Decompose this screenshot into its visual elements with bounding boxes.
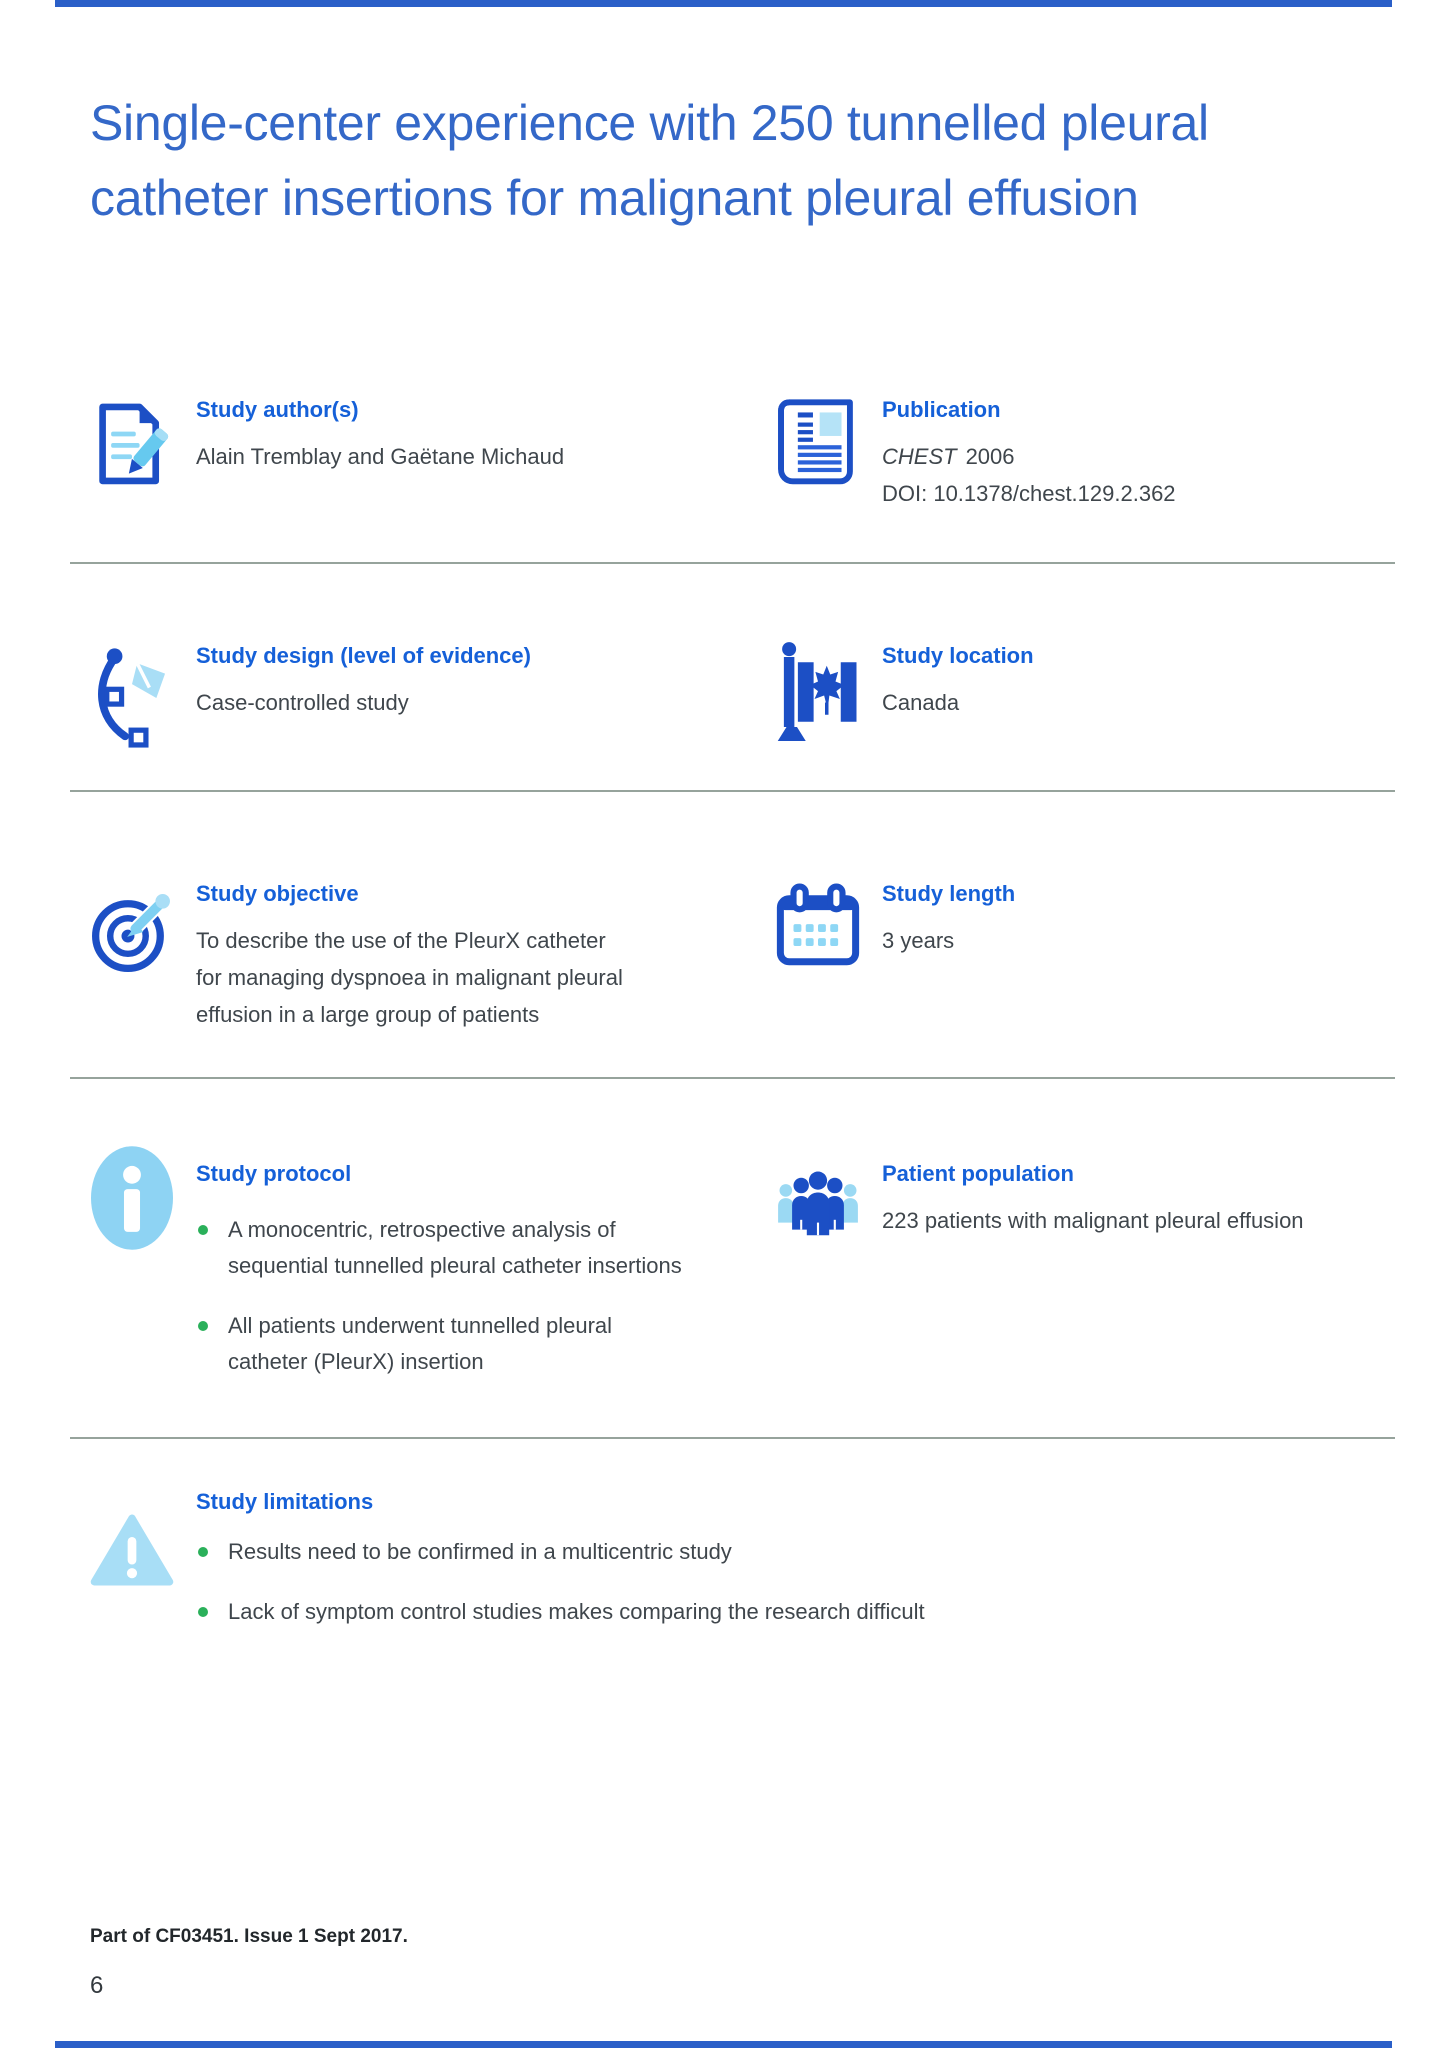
section-label-study-design: Study design (level of evidence) [196, 643, 531, 668]
journal-name: CHEST [882, 444, 957, 469]
section-study-authors [90, 396, 740, 490]
section-label-study-length: Study length [882, 881, 1016, 906]
pen-tool-icon [90, 638, 174, 758]
bullet-icon [198, 1547, 208, 1557]
study-design-value: Case-controlled study [196, 690, 409, 715]
section-study-limitations [90, 1488, 1190, 1654]
divider-1 [70, 562, 1395, 564]
divider-4 [70, 1437, 1395, 1439]
section-publication [776, 396, 1395, 512]
study-authors-value: Alain Tremblay and Gaëtane Michaud [196, 444, 565, 469]
divider-3 [70, 1077, 1395, 1079]
publication-year: 2006 [965, 444, 1015, 469]
protocol-bullet-2: All patients underwent tunnelled pleural catheter (PleurX) insertion [196, 1308, 740, 1380]
protocol-bullet-1: A monocentric, retrospective analysis of sequential tunnelled pleural catheter insertions [196, 1212, 740, 1284]
footer-part-note: Part of CF03451. Issue 1 Sept 2017. [90, 1926, 408, 1947]
people-group-icon [776, 1162, 860, 1244]
publication-doi: DOI: 10.1378/chest.129.2.362 [882, 481, 1176, 506]
section-study-location [776, 642, 1395, 748]
limitations-bullet-1: Results need to be confirmed in a multicentric study [196, 1534, 1190, 1570]
canada-flag-icon [776, 636, 860, 748]
bullet-icon [198, 1607, 208, 1617]
study-location-value: Canada [882, 690, 960, 715]
page-title [90, 86, 1390, 236]
page-title-line-1: Single-center experience with 250 tunnelled pleural [90, 95, 1209, 151]
page-title-line-2: catheter insertions for malignant pleural effusion [90, 170, 1139, 226]
document-pencil-icon [90, 396, 174, 490]
section-label-study-location: Study location [882, 643, 1034, 668]
section-study-objective [90, 880, 740, 1033]
bullet-icon [198, 1225, 208, 1235]
section-label-study-authors: Study author(s) [196, 397, 359, 422]
publication-journal-line [882, 438, 1395, 475]
section-study-design [90, 642, 740, 758]
top-accent-bar [55, 0, 1392, 7]
calendar-icon [776, 880, 860, 970]
bottom-accent-bar [55, 2041, 1392, 2048]
limitations-bullet-2: Lack of symptom control studies makes comparing the research difficult [196, 1594, 1190, 1630]
section-label-publication: Publication [882, 397, 1001, 422]
bullet-icon [198, 1321, 208, 1331]
target-dart-icon [90, 880, 174, 984]
info-icon [90, 1146, 174, 1250]
section-study-protocol [90, 1160, 740, 1404]
study-objective-line-1: To describe the use of the PleurX catheter [196, 928, 606, 953]
page-number: 6 [90, 1972, 104, 1999]
section-study-length [776, 880, 1395, 970]
journal-icon [776, 392, 860, 490]
divider-2 [70, 790, 1395, 792]
section-label-patient-population: Patient population [882, 1161, 1074, 1186]
warning-triangle-icon [90, 1504, 174, 1596]
study-objective-line-2: for managing dyspnoea in malignant pleural [196, 965, 623, 990]
study-length-value: 3 years [882, 928, 955, 953]
section-label-study-objective: Study objective [196, 881, 359, 906]
study-objective-line-3: effusion in a large group of patients [196, 1002, 540, 1027]
section-patient-population [776, 1160, 1395, 1244]
section-label-study-protocol: Study protocol [196, 1161, 352, 1186]
patient-population-value: 223 patients with malignant pleural effusion [882, 1208, 1304, 1233]
section-label-study-limitations: Study limitations [196, 1489, 374, 1514]
